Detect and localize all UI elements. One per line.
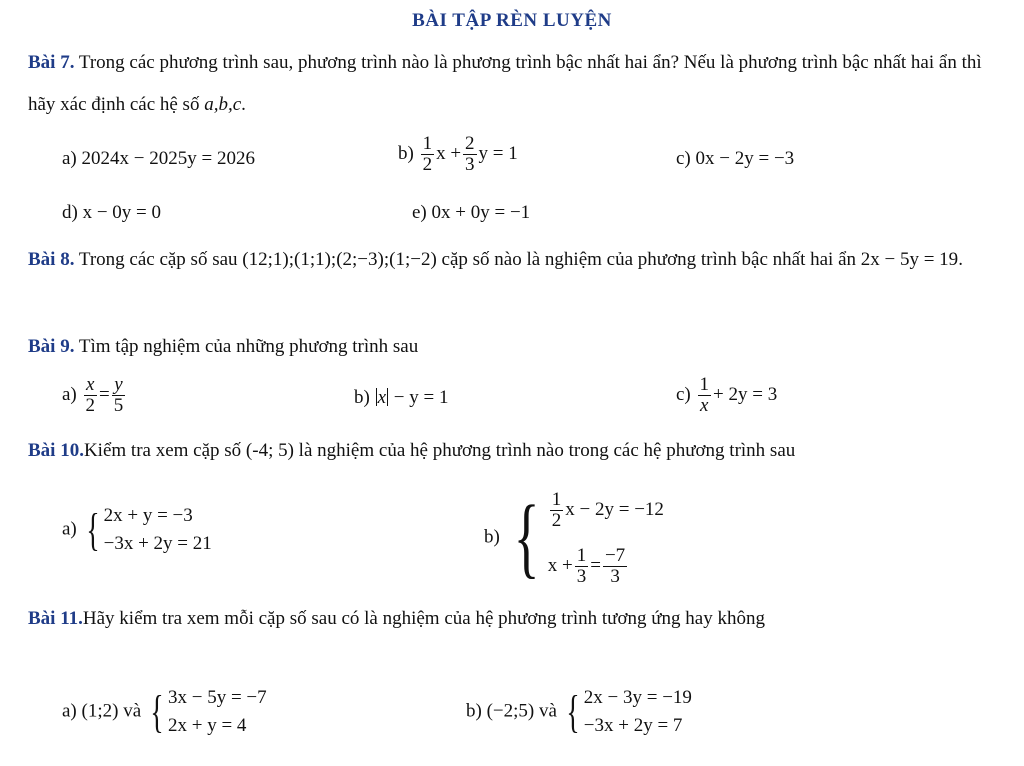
system-brace: { bbox=[513, 488, 540, 587]
equation-part: y = 1 bbox=[478, 142, 518, 164]
fraction bbox=[698, 375, 712, 416]
system-line-1: 3x − 5y = −7 bbox=[167, 687, 267, 708]
bai10-item-a bbox=[62, 502, 212, 558]
item-label: a) bbox=[62, 148, 77, 169]
bai7-item-d bbox=[62, 202, 161, 224]
system-line-1: 2x + y = −3 bbox=[103, 505, 193, 526]
equation-part: − y = 1 bbox=[393, 387, 449, 408]
fraction bbox=[603, 546, 627, 587]
bai7-item-b bbox=[398, 134, 518, 175]
system-line-2 bbox=[548, 538, 664, 594]
equation-system bbox=[104, 502, 212, 558]
system-line-2: −3x + 2y = 7 bbox=[583, 715, 683, 736]
fraction bbox=[550, 490, 564, 531]
denominator: x bbox=[700, 395, 709, 416]
system-brace: { bbox=[85, 504, 100, 555]
bai11-item-a bbox=[62, 684, 267, 740]
bai7-text: Trong các phương trình sau, phương trình nào là phương trình bậc nhất hai ẩn? Nếu là phương trình bậc nhất hai ẩn thì hãy xác định các hệ số bbox=[28, 52, 982, 115]
bai9-text: Tìm tập nghiệm của những phương trình sau bbox=[78, 336, 419, 357]
system-line-2: −3x + 2y = 21 bbox=[103, 533, 212, 554]
equals-sign: = bbox=[99, 383, 110, 405]
bai10-text: Kiểm tra xem cặp số (-4; 5) là nghiệm của hệ phương trình nào trong các hệ phương trình sau bbox=[83, 440, 796, 461]
equation-part: x + bbox=[547, 555, 573, 576]
equation-part: + 2y = 3 bbox=[713, 383, 778, 405]
bai11-text: Hãy kiểm tra xem mỗi cặp số sau có là nghiệm của hệ phương trình tương ứng hay không bbox=[82, 608, 765, 629]
bai11-label: Bài 11. bbox=[28, 608, 83, 629]
conjunction: và bbox=[123, 700, 142, 722]
bai10-label: Bài 10. bbox=[28, 440, 84, 461]
fraction bbox=[421, 134, 435, 175]
numerator: 1 bbox=[551, 489, 562, 511]
item-label: a) bbox=[62, 383, 77, 405]
bai9-item-c bbox=[676, 375, 777, 416]
denominator: 2 bbox=[422, 154, 433, 175]
bai9-prompt bbox=[28, 336, 418, 358]
bai10-prompt bbox=[28, 440, 795, 462]
equation: 0x + 0y = −1 bbox=[431, 202, 531, 223]
item-label: c) bbox=[676, 383, 691, 405]
fraction bbox=[112, 375, 126, 416]
item-label: b) bbox=[484, 526, 500, 548]
system-brace: { bbox=[150, 686, 164, 737]
equation-system bbox=[168, 684, 267, 740]
bai8-label: Bài 8. bbox=[28, 249, 75, 270]
bai8-equation: 2x − 5y = 19 bbox=[860, 249, 959, 270]
denominator: 2 bbox=[85, 395, 96, 416]
bai7-item-c bbox=[676, 148, 794, 170]
numerator: 1 bbox=[422, 133, 433, 154]
item-label: c) bbox=[676, 148, 691, 169]
denominator: 2 bbox=[551, 510, 562, 532]
number-pair: (−2;5) bbox=[486, 700, 535, 722]
numerator: x bbox=[84, 375, 98, 396]
item-label: a) bbox=[62, 700, 77, 722]
bai9-label: Bài 9. bbox=[28, 336, 75, 357]
equation-system bbox=[584, 684, 692, 740]
item-label: b) bbox=[354, 387, 370, 408]
equation-part: x − 2y = −12 bbox=[565, 499, 664, 520]
bai10-item-b bbox=[484, 482, 664, 594]
bai9-item-b bbox=[354, 387, 448, 409]
item-label: d) bbox=[62, 202, 78, 223]
equation: 0x − 2y = −3 bbox=[695, 148, 795, 169]
item-label: b) bbox=[466, 700, 482, 722]
system-line-1: 2x − 3y = −19 bbox=[583, 687, 692, 708]
bai8-prompt bbox=[28, 237, 988, 283]
denominator: 5 bbox=[113, 395, 124, 416]
equals-sign: = bbox=[590, 555, 601, 576]
numerator: 2 bbox=[465, 133, 475, 154]
page-title: BÀI TẬP RÈN LUYỆN bbox=[412, 10, 612, 31]
equation: 2024x − 2025y = 2026 bbox=[81, 148, 255, 169]
bai8-text2: cặp số nào là nghiệm của phương trình bậc nhất hai ẩn bbox=[441, 249, 856, 270]
number-pair: (1;2) bbox=[81, 700, 119, 722]
bai11-item-b bbox=[466, 684, 692, 740]
system-line-2: 2x + y = 4 bbox=[167, 715, 247, 736]
bai7-item-a bbox=[62, 148, 255, 170]
fraction bbox=[84, 375, 98, 416]
equation-part: x + bbox=[436, 142, 462, 164]
denominator: 3 bbox=[465, 154, 475, 175]
numerator: 1 bbox=[576, 545, 587, 567]
denominator: 3 bbox=[610, 566, 620, 588]
bai9-item-a bbox=[62, 375, 127, 416]
system-brace: { bbox=[566, 686, 580, 737]
denominator: 3 bbox=[576, 566, 587, 588]
fraction bbox=[463, 134, 477, 175]
fraction bbox=[575, 546, 589, 587]
bai8-end: . bbox=[958, 249, 963, 270]
bai7-label: Bài 7. bbox=[28, 52, 75, 73]
bai7-prompt bbox=[28, 42, 988, 126]
bai7-coeffs: a,b,c bbox=[204, 94, 242, 115]
numerator: 1 bbox=[699, 374, 710, 395]
item-label: a) bbox=[62, 518, 77, 540]
numerator: −7 bbox=[604, 545, 626, 567]
conjunction: và bbox=[538, 700, 557, 722]
bai7-item-e bbox=[412, 202, 530, 224]
bai11-prompt bbox=[28, 608, 765, 630]
item-label: e) bbox=[412, 202, 427, 223]
bai7-end: . bbox=[241, 94, 246, 115]
item-label: b) bbox=[398, 142, 414, 164]
bai8-text1: Trong các cặp số sau bbox=[78, 249, 238, 270]
abs-bar-left bbox=[376, 388, 377, 406]
equation: x − 0y = 0 bbox=[82, 202, 162, 223]
equation-system bbox=[548, 482, 664, 594]
bai8-pairs: (12;1);(1;1);(2;−3);(1;−2) bbox=[242, 249, 437, 270]
abs-bar-right bbox=[387, 388, 388, 406]
abs-variable: x bbox=[377, 387, 387, 408]
numerator: y bbox=[112, 375, 126, 396]
system-line-1 bbox=[548, 482, 664, 538]
